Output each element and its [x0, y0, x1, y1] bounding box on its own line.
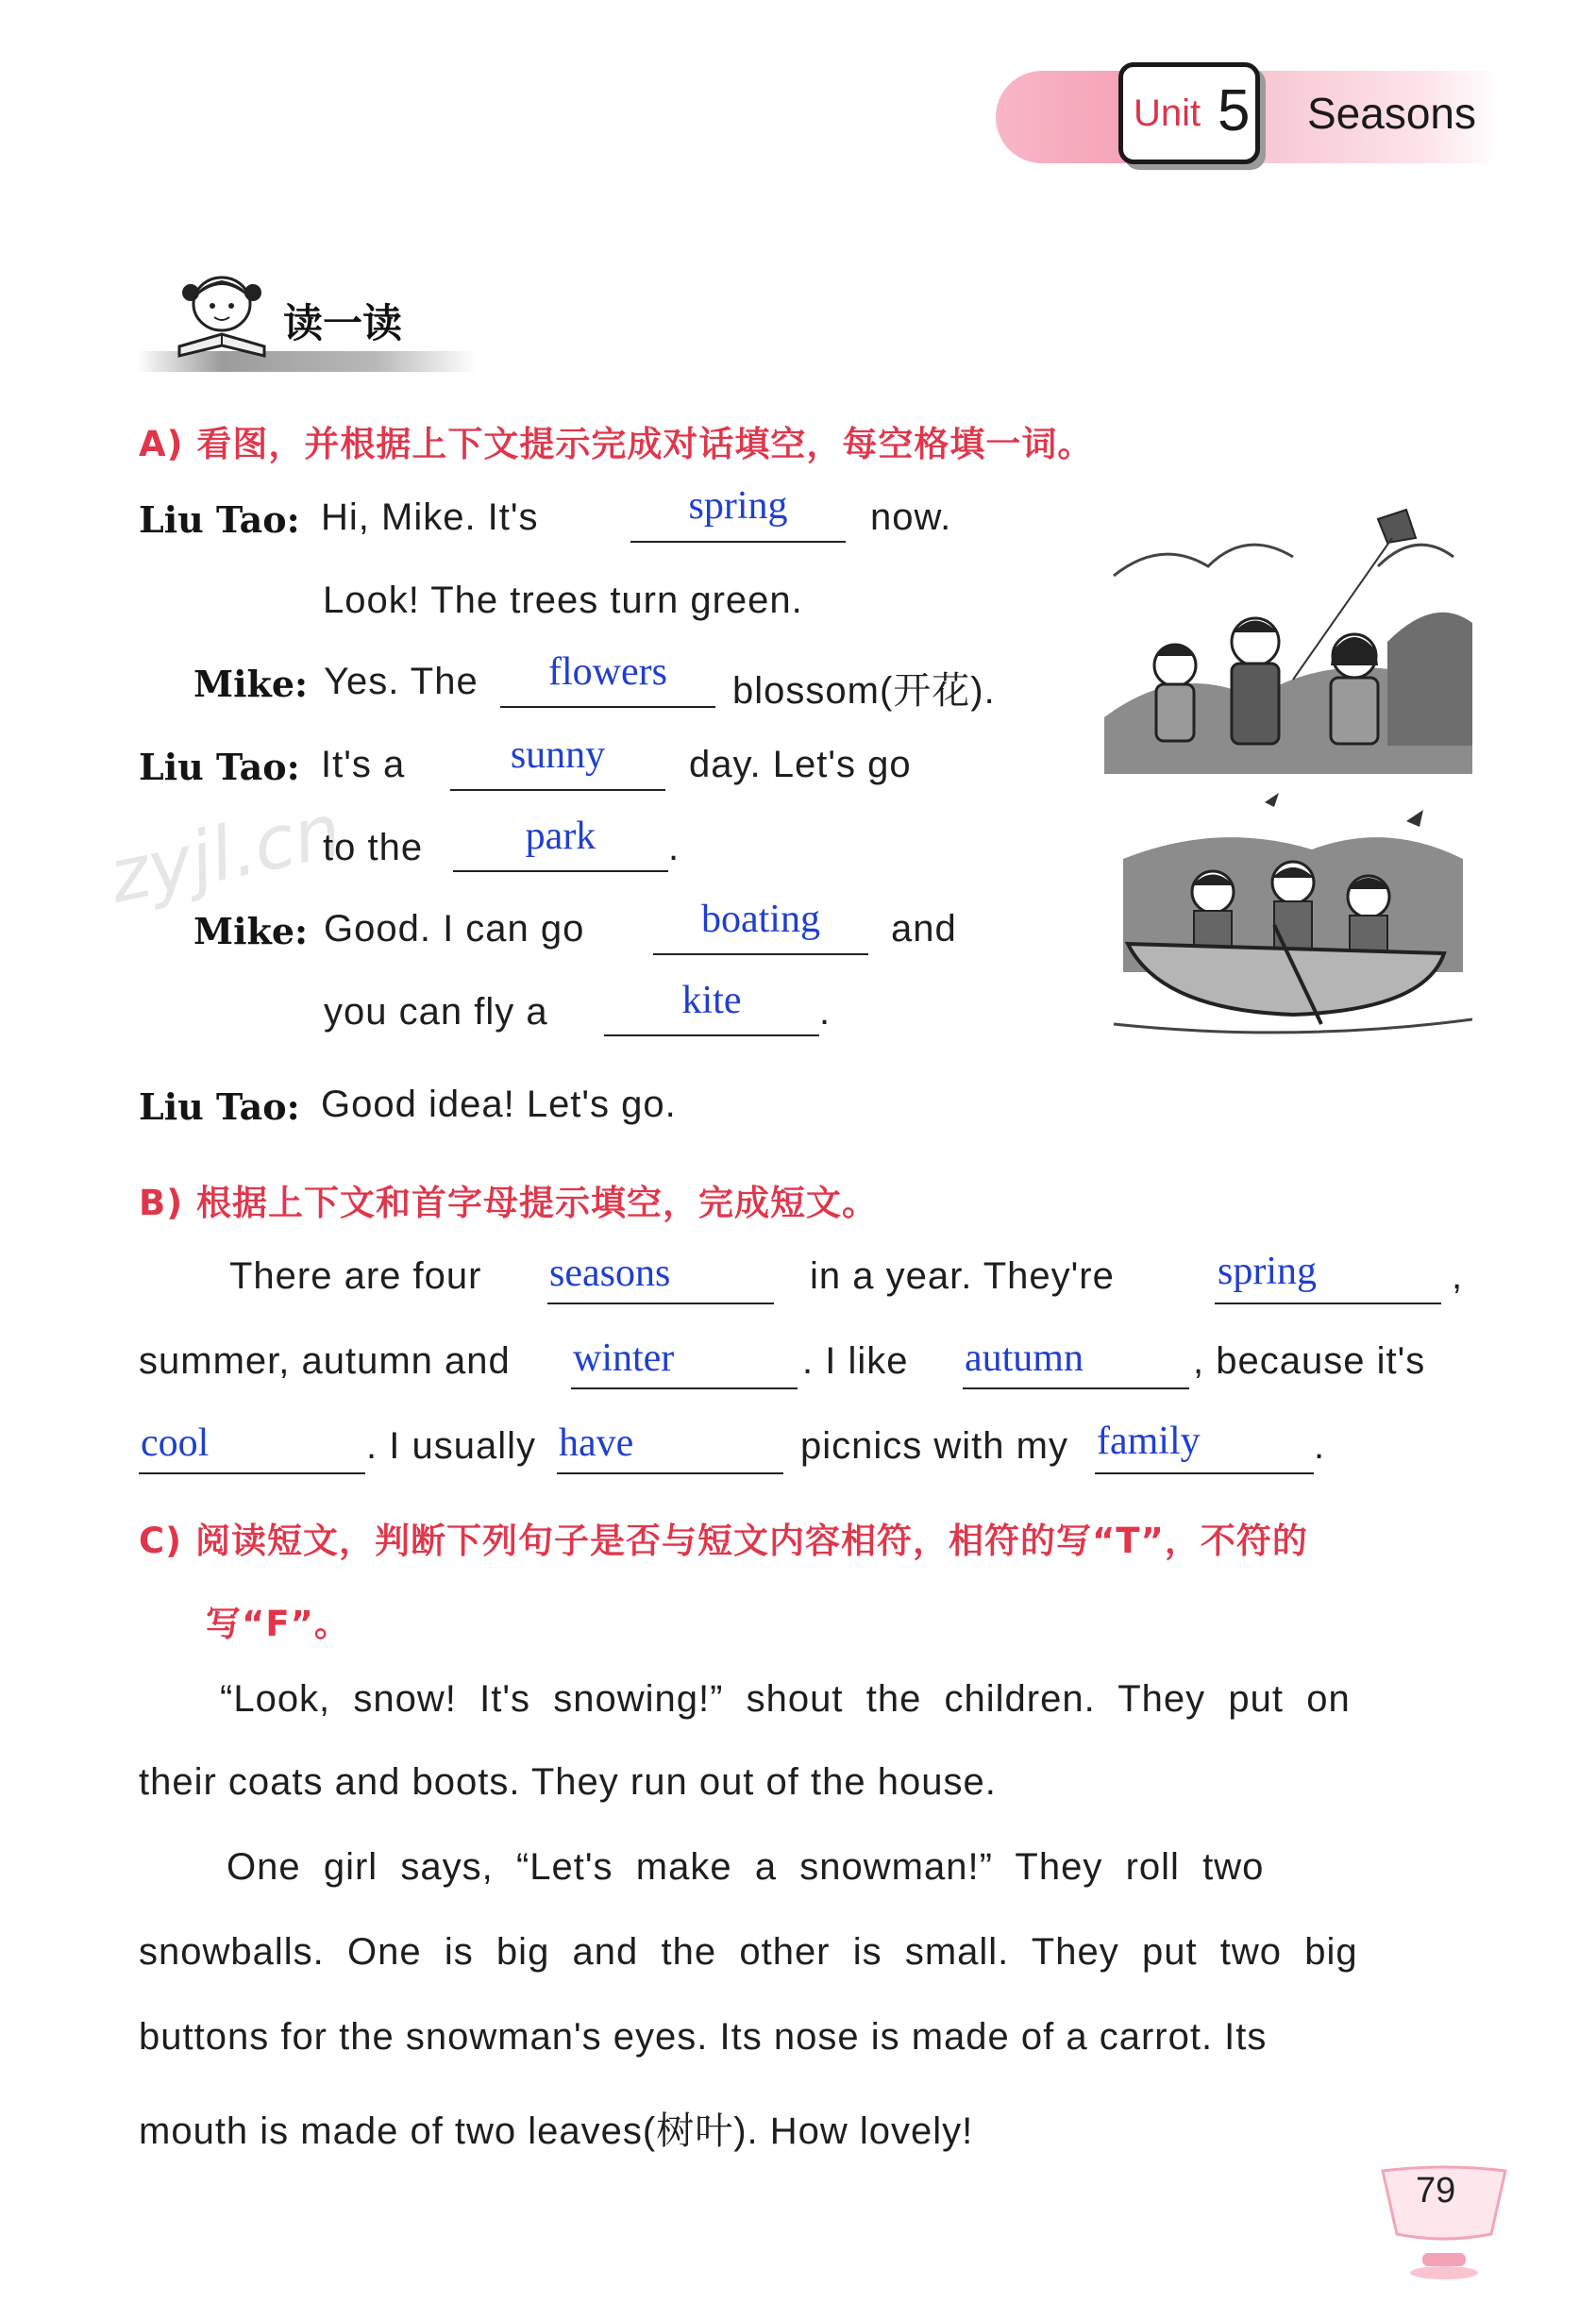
answer-text: sunny	[510, 733, 606, 777]
kite-flying-illustration	[1104, 500, 1472, 774]
passage-text: .	[1314, 1425, 1326, 1467]
part-c-instruction-cont: 写“F”。	[206, 1604, 350, 1644]
dialogue-text: Look! The trees turn green.	[323, 580, 803, 621]
part-b-instruction: B) 根据上下文和首字母提示填空，完成短文。	[139, 1183, 878, 1223]
dialogue-text: and	[891, 908, 957, 950]
answer-text: winter	[573, 1337, 675, 1380]
answer-text: family	[1097, 1420, 1201, 1463]
dialogue-text: you can fly a	[324, 991, 548, 1033]
passage-text: picnics with my	[800, 1425, 1068, 1467]
answer-blank[interactable]	[547, 1303, 774, 1304]
speaker-liu-tao: Liu Tao:	[139, 1085, 300, 1128]
answer-blank[interactable]	[450, 789, 665, 791]
boating-illustration	[1104, 783, 1472, 1038]
passage-text: . I like	[802, 1340, 909, 1382]
answer-text: flowers	[548, 650, 667, 694]
passage-text: summer, autumn and	[139, 1340, 511, 1382]
passage-text: . I usually	[366, 1425, 536, 1467]
answer-text: spring	[688, 484, 788, 528]
dialogue-text: blossom(开花).	[732, 670, 996, 712]
dialogue-text: Hi, Mike. It's	[321, 496, 539, 538]
passage-paragraph: their coats and boots. They run out of the house.	[139, 1761, 997, 1803]
passage-paragraph: buttons for the snowman's eyes. Its nose is made of a carrot. Its	[139, 2016, 1268, 2058]
speaker-mike: Mike:	[193, 910, 309, 952]
reading-girl-icon	[170, 266, 274, 361]
answer-blank[interactable]	[571, 1387, 798, 1389]
dialogue-text: Good idea! Let's go.	[321, 1084, 677, 1125]
page-number: 79	[1416, 2171, 1456, 2211]
answer-text: spring	[1218, 1250, 1317, 1293]
passage-text: , because it's	[1193, 1340, 1426, 1382]
answer-blank[interactable]	[653, 953, 868, 955]
answer-blank[interactable]	[604, 1034, 819, 1036]
speaker-liu-tao: Liu Tao:	[139, 746, 300, 788]
passage-paragraph: “Look, snow! It's snowing!” shout the children. They put on	[220, 1678, 1351, 1720]
passage-paragraph: mouth is made of two leaves(树叶). How lovely!	[139, 2110, 974, 2152]
dialogue-text: .	[668, 827, 680, 868]
unit-title: Seasons	[1307, 89, 1477, 138]
answer-text: cool	[141, 1421, 210, 1465]
unit-number: 5	[1218, 78, 1251, 143]
answer-text: autumn	[965, 1337, 1084, 1380]
answer-text: seasons	[549, 1252, 671, 1295]
answer-blank[interactable]	[500, 706, 715, 708]
answer-blank[interactable]	[963, 1387, 1189, 1389]
dialogue-text: Yes. The	[324, 661, 479, 702]
answer-blank[interactable]	[630, 541, 846, 543]
passage-paragraph: snowballs. One is big and the other is small. They put two big	[139, 1931, 1358, 1973]
answer-blank[interactable]	[139, 1472, 365, 1474]
dialogue-text: day. Let's go	[689, 744, 912, 785]
speaker-mike: Mike:	[193, 663, 309, 705]
answer-text: kite	[681, 979, 742, 1022]
part-c-instruction: C) 阅读短文，判断下列句子是否与短文内容相符，相符的写“T”，不符的	[139, 1521, 1308, 1561]
dialogue-text: to the	[323, 827, 424, 868]
passage-paragraph: One girl says, “Let's make a snowman!” They roll two	[227, 1846, 1265, 1888]
section-title: 读一读	[283, 300, 403, 346]
dialogue-text: It's a	[321, 744, 406, 785]
answer-blank[interactable]	[557, 1472, 783, 1474]
dialogue-text: Good. I can go	[324, 908, 585, 950]
dialogue-text: .	[819, 991, 832, 1033]
dialogue-text: now.	[870, 496, 952, 538]
passage-text: There are four	[229, 1255, 482, 1297]
passage-text: in a year. They're	[810, 1255, 1115, 1297]
part-a-instruction: A) 看图，并根据上下文提示完成对话填空，每空格填一词。	[139, 424, 1094, 464]
speaker-liu-tao: Liu Tao:	[139, 498, 300, 541]
answer-blank[interactable]	[453, 870, 668, 872]
answer-text: park	[525, 815, 596, 858]
answer-blank[interactable]	[1215, 1303, 1441, 1304]
passage-text: ,	[1452, 1255, 1464, 1297]
answer-blank[interactable]	[1095, 1472, 1314, 1474]
watermark: zyjl.cn	[102, 788, 349, 920]
unit-label: Unit	[1134, 92, 1201, 134]
answer-text: boating	[701, 898, 820, 941]
answer-text: have	[559, 1421, 634, 1465]
